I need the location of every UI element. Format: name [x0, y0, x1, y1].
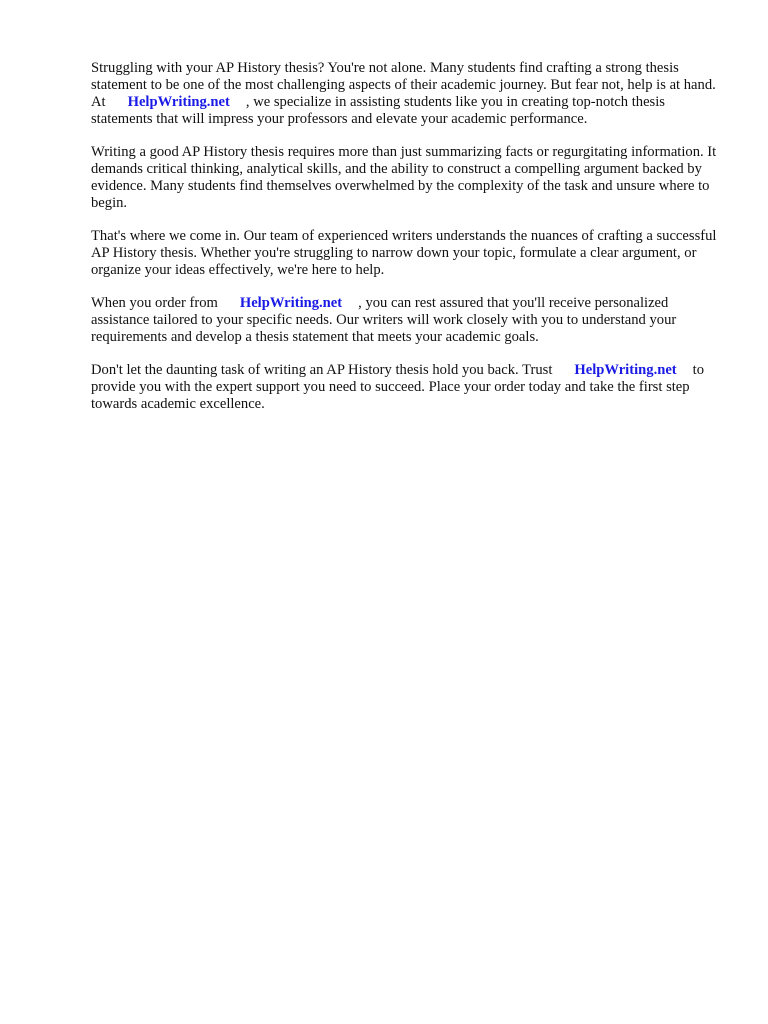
- paragraph-order-text-end: , you can rest assured that you'll receive personalized assistance tailored to your specific needs. Our writers will work closely with you to understand your requirements and develop a thesis statement that meets your academic goals.: [91, 295, 677, 345]
- paragraph-intro: [91, 60, 723, 128]
- paragraph-order: [91, 295, 723, 346]
- helpwriting-link-1[interactable]: HelpWriting.net: [127, 94, 230, 110]
- helpwriting-link-2[interactable]: HelpWriting.net: [239, 295, 343, 311]
- helpwriting-link-3[interactable]: HelpWriting.net: [574, 362, 677, 378]
- paragraph-closing-text-end: to provide you with the expert support you need to succeed. Place your order today and take the first step towards academic excellence.: [91, 362, 705, 412]
- document-body: [91, 60, 723, 429]
- paragraph-requirements: Writing a good AP History thesis requires more than just summarizing facts or regurgitating information. It demands critical thinking, analytical skills, and the ability to construct a compelling argument backed by evidence. Many students find themselves overwhelmed by the complexity of the task and unsure where to begin.: [91, 144, 717, 211]
- paragraph-order-text-start: When you order from: [91, 295, 218, 311]
- paragraph-closing: [91, 362, 723, 413]
- paragraph-closing-text-start: Don't let the daunting task of writing an AP History thesis hold you back. Trust: [91, 362, 553, 378]
- paragraph-team: That's where we come in. Our team of experienced writers understands the nuances of crafting a successful AP History thesis. Whether you're struggling to narrow down your topic, formulate a clear argument, or organize your ideas effectively, we're here to help.: [91, 228, 717, 278]
- paragraph-intro-text-start: Struggling with your AP History thesis? You're not alone. Many students find crafting a strong thesis statement to be one of the most challenging aspects of their academic journey. But fear not, help is at hand. At: [91, 60, 716, 110]
- paragraph-intro-text-end: , we specialize in assisting students like you in creating top-notch thesis statements that will impress your professors and elevate your academic performance.: [91, 94, 665, 127]
